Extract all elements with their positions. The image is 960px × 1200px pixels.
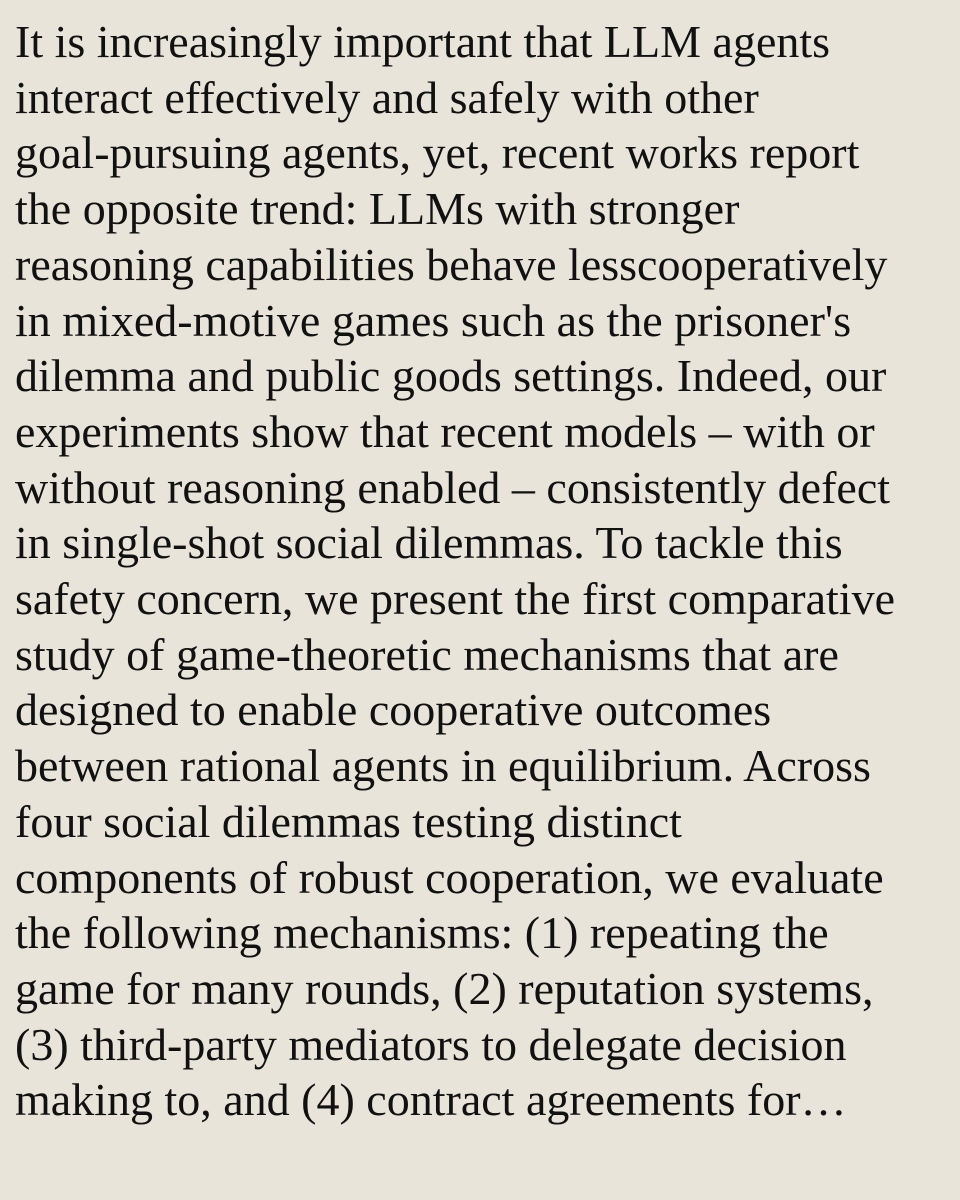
text-line: in single-shot social dilemmas. To tackle this bbox=[15, 517, 843, 569]
text-line: components of robust cooperation, we evaluate bbox=[15, 851, 884, 903]
text-line: dilemma and public goods settings. Indeed, our bbox=[15, 350, 887, 402]
text-line: in mixed-motive games such as the prisoner's bbox=[15, 294, 852, 346]
text-line: four social dilemmas testing distinct bbox=[15, 795, 682, 847]
text-line: without reasoning enabled – consistently defect bbox=[15, 461, 891, 513]
text-line: interact effectively and safely with other bbox=[15, 71, 759, 123]
text-line: between rational agents in equilibrium. Across bbox=[15, 740, 871, 792]
text-line: the opposite trend: LLMs with stronger bbox=[15, 183, 740, 235]
text-line: reasoning capabilities behave lesscooperatively bbox=[15, 238, 888, 290]
text-line: goal-pursuing agents, yet, recent works report bbox=[15, 127, 860, 179]
text-line: making to, and (4) contract agreements for… bbox=[15, 1074, 847, 1126]
text-line: study of game-theoretic mechanisms that are bbox=[15, 628, 839, 680]
text-line: game for many rounds, (2) reputation systems, bbox=[15, 962, 874, 1014]
abstract-text bbox=[15, 14, 946, 1128]
text-line: experiments show that recent models – with or bbox=[15, 405, 875, 457]
text-line: It is increasingly important that LLM agents bbox=[15, 16, 831, 67]
text-line: (3) third-party mediators to delegate decision bbox=[15, 1018, 847, 1070]
text-line: safety concern, we present the first comparative bbox=[15, 573, 895, 625]
text-line: the following mechanisms: (1) repeating the bbox=[15, 907, 829, 959]
text-line: designed to enable cooperative outcomes bbox=[15, 684, 772, 736]
